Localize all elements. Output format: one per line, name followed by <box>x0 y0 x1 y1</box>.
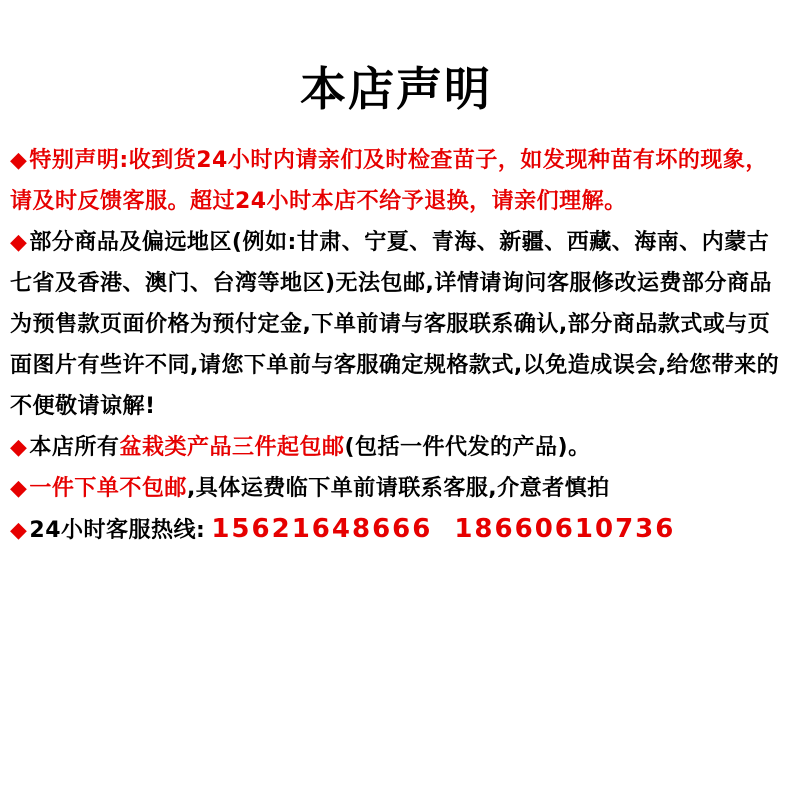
hotline-numbers <box>211 514 675 544</box>
diamond-bullet-icon: ◆ <box>10 476 28 501</box>
notice-shipping-prefix: 本店所有 <box>29 435 120 460</box>
notice-shipping <box>10 427 782 468</box>
notice-list <box>10 140 782 551</box>
notice-single-highlight: 一件下单不包邮 <box>29 476 187 501</box>
notice-single-order <box>10 468 782 509</box>
diamond-bullet-icon: ◆ <box>10 518 28 543</box>
diamond-bullet-icon: ◆ <box>10 435 28 460</box>
hotline-phone-1[interactable]: 15621648666 <box>211 514 433 544</box>
diamond-bullet-icon: ◆ <box>10 230 28 255</box>
diamond-bullet-icon: ◆ <box>10 148 28 173</box>
notice-single-suffix: ,具体运费临下单前请联系客服,介意者慎拍 <box>186 476 610 501</box>
hotline-phone-2[interactable]: 18660610736 <box>454 514 676 544</box>
notice-remote-areas <box>10 222 782 427</box>
notice-shipping-highlight: 盆栽类产品三件起包邮 <box>119 435 345 460</box>
notice-special-text: 特别声明:收到货24小时内请亲们及时检查苗子，如发现种苗有坏的现象，请及时反馈客服。超过24小时本店不给予退换，请亲们理解。 <box>10 148 768 214</box>
notice-special <box>10 140 782 222</box>
notice-remote-text: 部分商品及偏远地区(例如:甘肃、宁夏、青海、新疆、西藏、海南、内蒙古七省及香港、澳门、台湾等地区)无法包邮,详情请询问客服修改运费部分商品为预售款页面价格为预付定金,下单前请与客服联系确认,部分商品款式或与页面图片有些许不同,请您下单前与客服确定规格款式,以免造成误会,给您带来的不便敬请谅解! <box>10 230 780 419</box>
page-title: 本店声明 <box>300 62 492 116</box>
notice-hotline <box>10 509 782 551</box>
hotline-label: 24小时客服热线: <box>29 518 206 543</box>
notice-shipping-suffix: (包括一件代发的产品)。 <box>344 435 591 460</box>
